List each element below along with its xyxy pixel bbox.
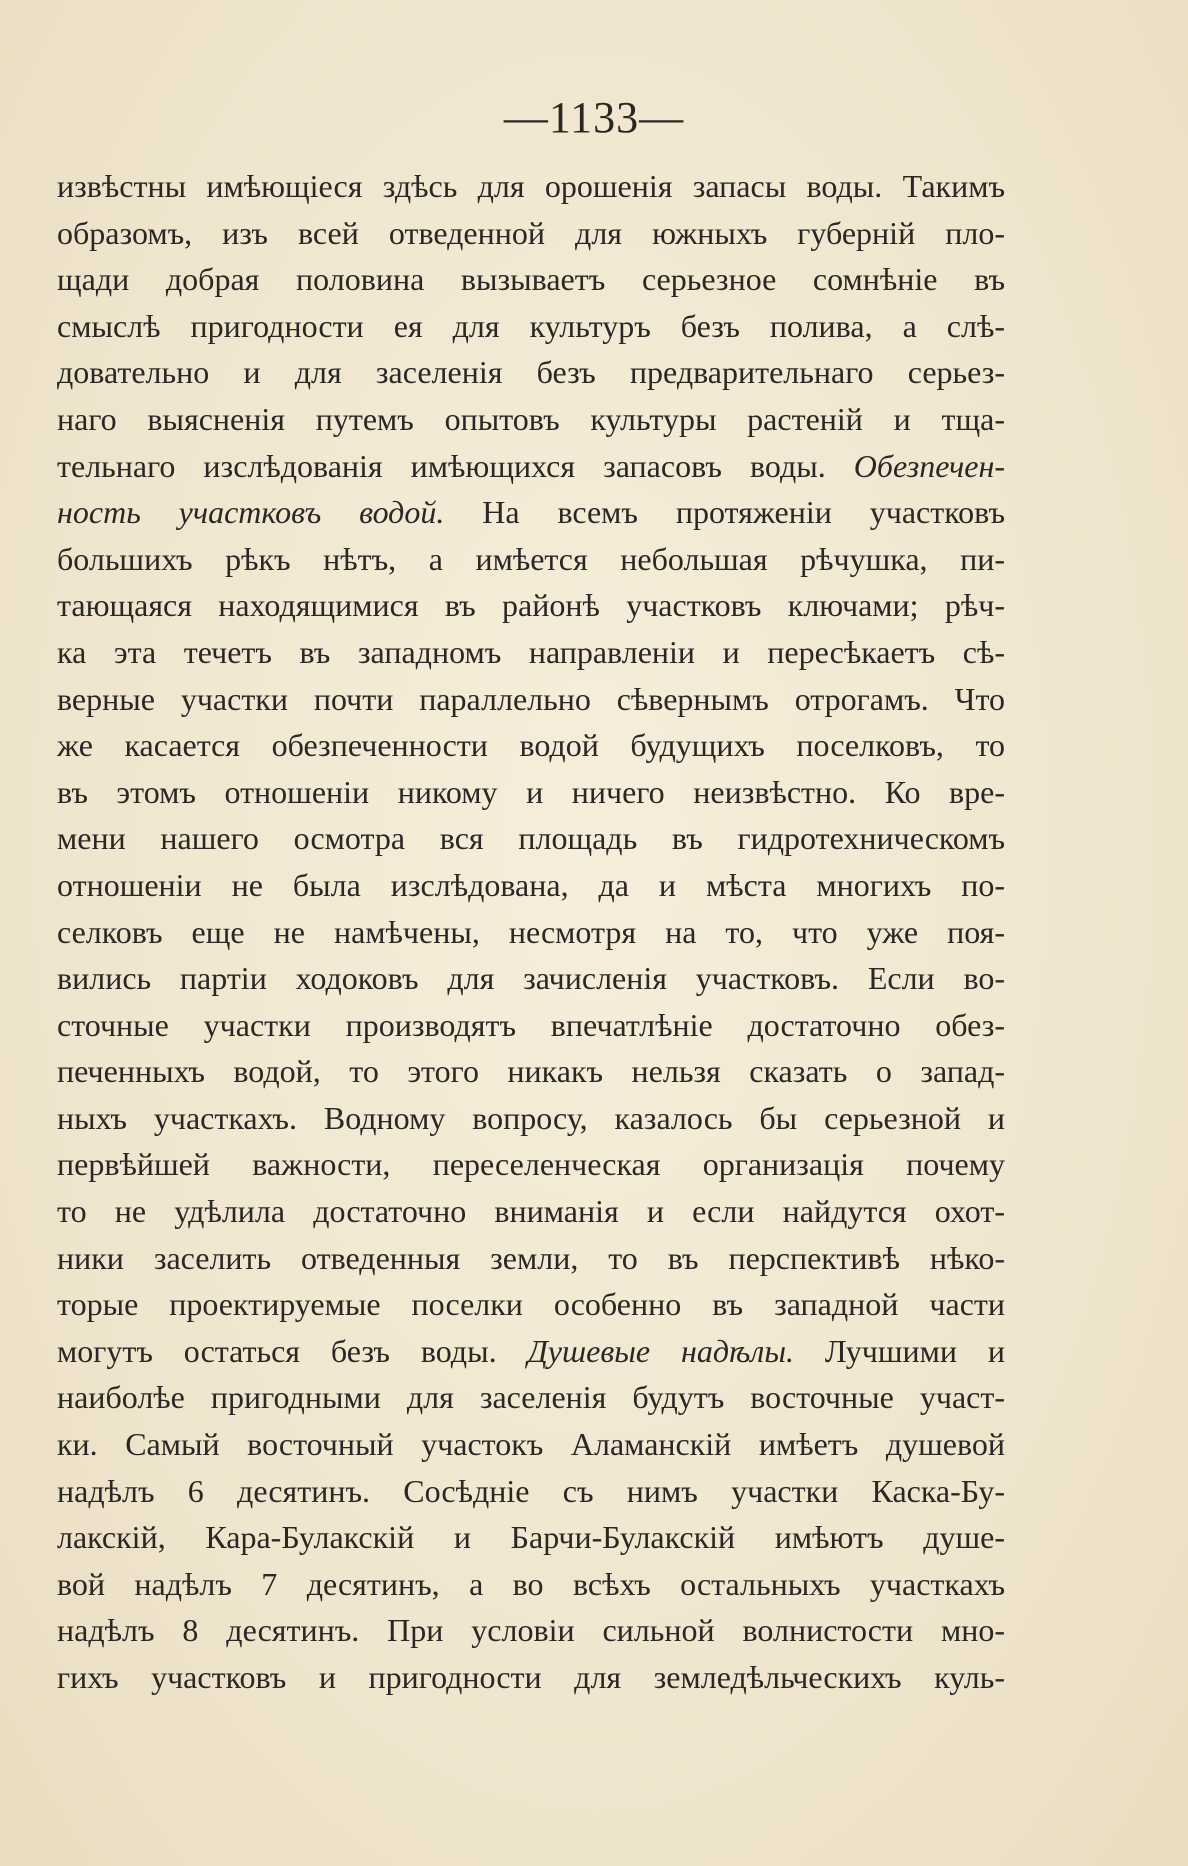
text-line (57, 862, 1005, 909)
text-line (57, 396, 1005, 443)
text-line (57, 1002, 1005, 1049)
text-span: мени нашего осмотра вся площадь въ гидротехническомъ (57, 820, 1005, 857)
text-line (57, 1374, 1005, 1421)
text-line (57, 1235, 1005, 1282)
text-span: извѣстны имѣющіеся здѣсь для орошенія запасы воды. Такимъ (57, 168, 1005, 204)
text-span: сточные участки производятъ впечатлѣніе достаточно обез- (57, 1006, 1005, 1043)
text-line (57, 582, 1005, 629)
text-line (57, 1421, 1005, 1468)
text-span: большихъ рѣкъ нѣтъ, а имѣется небольшая рѣчушка, пи- (57, 540, 1005, 577)
text-span: вились партіи ходоковъ для зачисленія участковъ. Если во- (57, 960, 1005, 997)
text-span: могутъ остаться безъ воды. (57, 1332, 528, 1369)
text-line (57, 443, 1005, 490)
text-span: ки. Самый восточный участокъ Аламанскій имѣетъ душевой (57, 1426, 1005, 1463)
text-line (57, 769, 1005, 816)
text-span: вой надѣлъ 7 десятинъ, а во всѣхъ остальныхъ участкахъ (57, 1565, 1005, 1602)
text-line (57, 163, 1005, 210)
italic-heading: Обезпечен- (853, 447, 1005, 484)
text-span: верные участки почти параллельно сѣвернымъ отрогамъ. Что (57, 680, 1005, 717)
text-span: печенныхъ водой, то этого никакъ нельзя сказать о запад- (57, 1053, 1005, 1090)
text-line (57, 536, 1005, 583)
text-span: наго выясненія путемъ опытовъ культуры растеній и тща- (57, 400, 1005, 437)
text-line (57, 909, 1005, 956)
text-line (57, 210, 1005, 257)
text-span: надѣлъ 8 десятинъ. При условіи сильной волнистости мно- (57, 1612, 1005, 1649)
text-line (57, 1654, 1005, 1701)
text-span: образомъ, изъ всей отведенной для южныхъ губерній пло- (57, 214, 1005, 251)
text-span: лакскій, Кара-Булакскій и Барчи-Булакскій имѣютъ душе- (57, 1519, 1005, 1556)
body-text (57, 163, 1005, 1701)
text-line (57, 722, 1005, 769)
text-line (57, 815, 1005, 862)
page-number: —1133— (503, 93, 685, 142)
text-span: отношеніи не была изслѣдована, да и мѣста многихъ по- (57, 866, 1005, 903)
text-span: торые проектируемые поселки особенно въ западной части (57, 1286, 1005, 1323)
text-span: то не удѣлила достаточно вниманія и если найдутся охот- (57, 1193, 1005, 1230)
text-span: На всемъ протяженіи участковъ (444, 494, 1005, 531)
text-span: наиболѣе пригодными для заселенія будутъ восточные участ- (57, 1379, 1005, 1416)
italic-heading: Душевые надѣлы. (527, 1332, 795, 1369)
text-span: первѣйшей важности, переселенческая организація почему (57, 1146, 1005, 1183)
text-span: ка эта течетъ въ западномъ направленіи и пересѣкаетъ сѣ- (57, 633, 1005, 670)
text-span: ныхъ участкахъ. Водному вопросу, казалось бы серьезной и (57, 1099, 1005, 1136)
text-line (57, 1141, 1005, 1188)
text-span: смыслѣ пригодности ея для культуръ безъ полива, а слѣ- (57, 307, 1005, 344)
text-span: тельнаго изслѣдованія имѣющихся запасовъ воды. (57, 447, 854, 484)
text-span: же касается обезпеченности водой будущихъ поселковъ, то (57, 727, 1005, 764)
text-line (57, 1561, 1005, 1608)
text-span: щади добрая половина вызываетъ серьезное сомнѣніе въ (57, 261, 1005, 298)
text-line (57, 955, 1005, 1002)
text-line (57, 303, 1005, 350)
text-span: надѣлъ 6 десятинъ. Сосѣдніе съ нимъ участки Каска-Бу- (57, 1472, 1005, 1509)
text-span: тающаяся находящимися въ районѣ участковъ ключами; рѣч- (57, 587, 1005, 624)
text-line (57, 1188, 1005, 1235)
text-line (57, 256, 1005, 303)
text-span: селковъ еще не намѣчены, несмотря на то, что уже поя- (57, 913, 1005, 950)
text-line (57, 1607, 1005, 1654)
text-line (57, 1328, 1005, 1375)
text-line (57, 1514, 1005, 1561)
text-span: ники заселить отведенныя земли, то въ перспективѣ нѣко- (57, 1239, 1005, 1276)
text-line (57, 1281, 1005, 1328)
text-line (57, 629, 1005, 676)
text-span: Лучшими и (794, 1332, 1005, 1369)
text-line (57, 349, 1005, 396)
text-line (57, 1048, 1005, 1095)
text-line (57, 489, 1005, 536)
text-line (57, 1095, 1005, 1142)
text-span: довательно и для заселенія безъ предварительнаго серьез- (57, 354, 1005, 391)
text-span: въ этомъ отношеніи никому и ничего неизвѣстно. Ко вре- (57, 773, 1005, 810)
text-line (57, 1468, 1005, 1515)
italic-heading: ность участковъ водой. (57, 494, 445, 531)
text-span: гихъ участковъ и пригодности для земледѣльческихъ куль- (57, 1659, 1005, 1695)
text-line (57, 676, 1005, 723)
